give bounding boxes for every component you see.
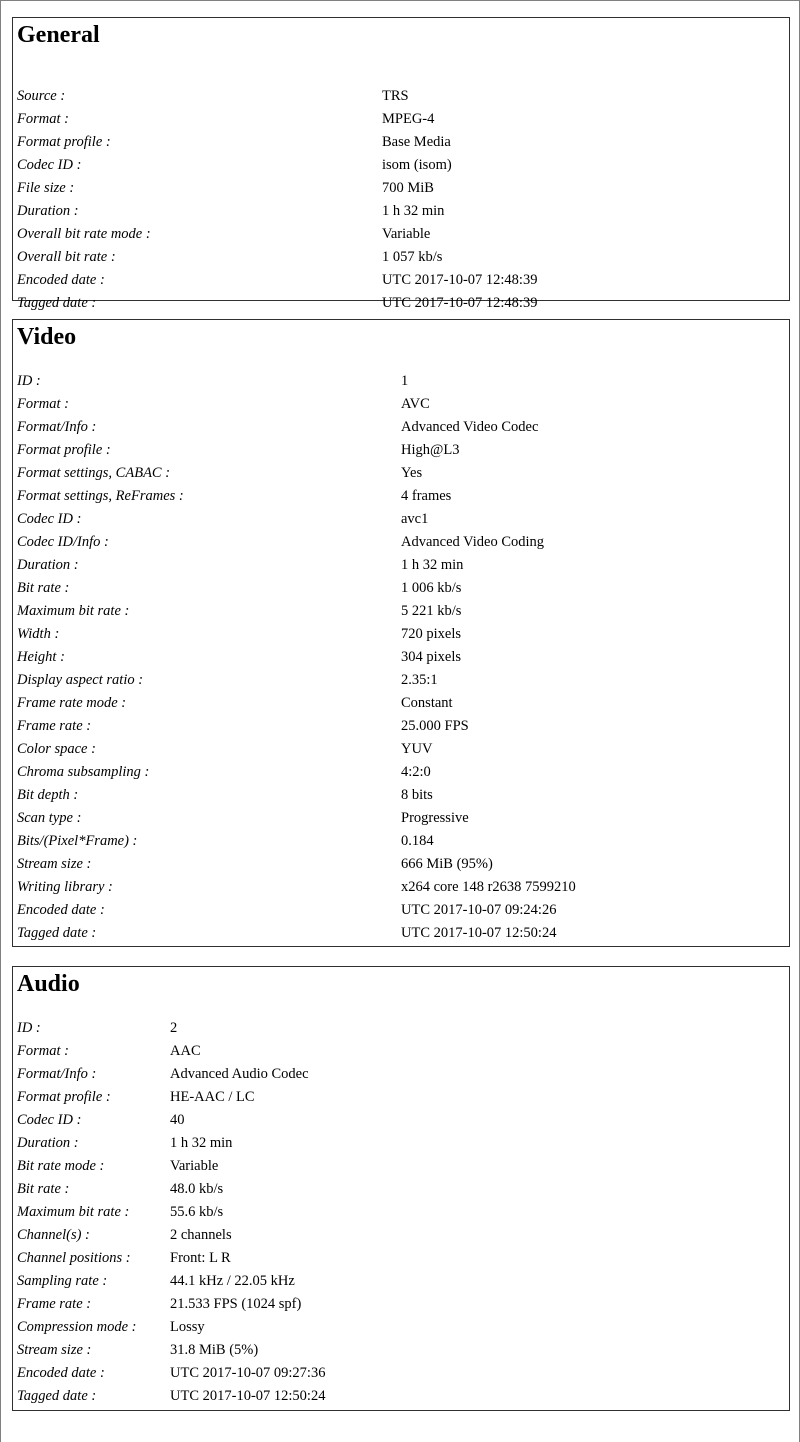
field-value: HE-AAC / LC bbox=[170, 1089, 255, 1105]
general-info-row bbox=[17, 224, 785, 247]
audio-info-row bbox=[17, 1340, 785, 1363]
audio-info-row bbox=[17, 1110, 785, 1133]
frame-top-border bbox=[0, 0, 800, 1]
field-value: Variable bbox=[170, 1158, 219, 1174]
field-label: Encoded date : bbox=[17, 272, 105, 288]
video-info-row bbox=[17, 670, 785, 693]
field-value: UTC 2017-10-07 12:50:24 bbox=[401, 925, 557, 941]
video-info-row bbox=[17, 900, 785, 923]
field-label: Bit depth : bbox=[17, 787, 79, 803]
field-value: 55.6 kb/s bbox=[170, 1204, 224, 1220]
video-info-row bbox=[17, 785, 785, 808]
field-label: File size : bbox=[17, 180, 75, 196]
field-label: Scan type : bbox=[17, 810, 82, 826]
field-label: Frame rate : bbox=[17, 1296, 92, 1312]
field-label: Codec ID/Info : bbox=[17, 534, 109, 550]
general-info-row bbox=[17, 178, 785, 201]
audio-info-row bbox=[17, 1133, 785, 1156]
field-value: 4:2:0 bbox=[401, 764, 431, 780]
field-value: High@L3 bbox=[401, 442, 460, 458]
audio-rows bbox=[17, 1018, 785, 1409]
field-value: 44.1 kHz / 22.05 kHz bbox=[170, 1273, 295, 1289]
field-label: Overall bit rate mode : bbox=[17, 226, 151, 242]
audio-info-row bbox=[17, 1041, 785, 1064]
video-info-row bbox=[17, 647, 785, 670]
field-value: TRS bbox=[382, 88, 409, 104]
field-value: 666 MiB (95%) bbox=[401, 856, 493, 872]
field-value: 1 h 32 min bbox=[382, 203, 445, 219]
video-info-row bbox=[17, 877, 785, 900]
field-value: 720 pixels bbox=[401, 626, 462, 642]
field-label: Stream size : bbox=[17, 1342, 92, 1358]
field-label: Encoded date : bbox=[17, 1365, 105, 1381]
field-label: Frame rate : bbox=[17, 718, 92, 734]
general-info-row bbox=[17, 247, 785, 270]
field-value: isom (isom) bbox=[382, 157, 452, 173]
field-value: 1 h 32 min bbox=[170, 1135, 233, 1151]
audio-info-row bbox=[17, 1386, 785, 1409]
video-info-row bbox=[17, 532, 785, 555]
field-value: Lossy bbox=[170, 1319, 205, 1335]
video-info-row bbox=[17, 555, 785, 578]
field-label: Source : bbox=[17, 88, 66, 104]
field-value: Advanced Video Coding bbox=[401, 534, 545, 550]
field-value: MPEG-4 bbox=[382, 111, 435, 127]
field-value: 2 channels bbox=[170, 1227, 232, 1243]
video-info-row bbox=[17, 509, 785, 532]
field-label: Format settings, CABAC : bbox=[17, 465, 171, 481]
field-label: Compression mode : bbox=[17, 1319, 137, 1335]
video-info-row bbox=[17, 463, 785, 486]
field-label: Maximum bit rate : bbox=[17, 603, 130, 619]
audio-info-row bbox=[17, 1363, 785, 1386]
video-info-row bbox=[17, 417, 785, 440]
field-value: 25.000 FPS bbox=[401, 718, 469, 734]
field-value: 1 057 kb/s bbox=[382, 249, 443, 265]
audio-info-row bbox=[17, 1179, 785, 1202]
field-value: 5 221 kb/s bbox=[401, 603, 462, 619]
field-label: Tagged date : bbox=[17, 925, 97, 941]
field-label: Sampling rate : bbox=[17, 1273, 108, 1289]
field-value: UTC 2017-10-07 09:27:36 bbox=[170, 1365, 326, 1381]
video-info-row bbox=[17, 486, 785, 509]
field-value: 304 pixels bbox=[401, 649, 462, 665]
field-value: Variable bbox=[382, 226, 431, 242]
general-info-row bbox=[17, 293, 785, 316]
field-value: Yes bbox=[401, 465, 423, 481]
field-label: Chroma subsampling : bbox=[17, 764, 150, 780]
general-info-row bbox=[17, 155, 785, 178]
general-rows bbox=[17, 86, 785, 316]
field-value: UTC 2017-10-07 09:24:26 bbox=[401, 902, 557, 918]
field-value: 31.8 MiB (5%) bbox=[170, 1342, 259, 1358]
video-info-row bbox=[17, 693, 785, 716]
audio-info-row bbox=[17, 1294, 785, 1317]
video-info-row bbox=[17, 854, 785, 877]
field-label: Format : bbox=[17, 396, 69, 412]
audio-info-row bbox=[17, 1064, 785, 1087]
audio-info-row bbox=[17, 1271, 785, 1294]
field-value: avc1 bbox=[401, 511, 429, 527]
field-label: Format profile : bbox=[17, 134, 111, 150]
video-section bbox=[12, 319, 790, 947]
field-label: Frame rate mode : bbox=[17, 695, 127, 711]
field-value: 21.533 FPS (1024 spf) bbox=[170, 1296, 302, 1312]
field-label: Writing library : bbox=[17, 879, 113, 895]
general-info-row bbox=[17, 201, 785, 224]
field-value: UTC 2017-10-07 12:48:39 bbox=[382, 272, 538, 288]
video-info-row bbox=[17, 371, 785, 394]
field-value: Advanced Video Codec bbox=[401, 419, 539, 435]
field-label: Codec ID : bbox=[17, 511, 82, 527]
field-label: Format settings, ReFrames : bbox=[17, 488, 184, 504]
video-info-row bbox=[17, 762, 785, 785]
field-label: Display aspect ratio : bbox=[17, 672, 144, 688]
field-label: Bit rate : bbox=[17, 580, 70, 596]
field-value: 40 bbox=[170, 1112, 185, 1128]
field-value: 2 bbox=[170, 1020, 178, 1036]
field-value: 4 frames bbox=[401, 488, 452, 504]
field-label: Codec ID : bbox=[17, 1112, 82, 1128]
video-rows bbox=[17, 371, 785, 946]
field-label: ID : bbox=[17, 1020, 41, 1036]
field-label: ID : bbox=[17, 373, 41, 389]
field-label: Duration : bbox=[17, 1135, 79, 1151]
field-label: Width : bbox=[17, 626, 60, 642]
field-value: 1 006 kb/s bbox=[401, 580, 462, 596]
audio-info-row bbox=[17, 1018, 785, 1041]
field-label: Color space : bbox=[17, 741, 96, 757]
field-label: Height : bbox=[17, 649, 65, 665]
field-value: 0.184 bbox=[401, 833, 434, 849]
field-label: Format : bbox=[17, 111, 69, 127]
field-label: Tagged date : bbox=[17, 1388, 97, 1404]
field-value: 700 MiB bbox=[382, 180, 434, 196]
field-value: 1 h 32 min bbox=[401, 557, 464, 573]
field-label: Format/Info : bbox=[17, 419, 97, 435]
video-info-row bbox=[17, 394, 785, 417]
field-label: Format/Info : bbox=[17, 1066, 97, 1082]
video-info-row bbox=[17, 739, 785, 762]
field-label: Encoded date : bbox=[17, 902, 105, 918]
field-label: Maximum bit rate : bbox=[17, 1204, 130, 1220]
field-value: Base Media bbox=[382, 134, 451, 150]
video-info-row bbox=[17, 831, 785, 854]
field-value: Front: L R bbox=[170, 1250, 231, 1266]
field-value: 1 bbox=[401, 373, 409, 389]
field-value: Progressive bbox=[401, 810, 469, 826]
field-label: Duration : bbox=[17, 557, 79, 573]
frame-left-border bbox=[0, 0, 1, 1442]
field-label: Duration : bbox=[17, 203, 79, 219]
field-label: Bit rate : bbox=[17, 1181, 70, 1197]
field-label: Channel positions : bbox=[17, 1250, 131, 1266]
video-info-row bbox=[17, 624, 785, 647]
field-label: Codec ID : bbox=[17, 157, 82, 173]
audio-info-row bbox=[17, 1225, 785, 1248]
audio-info-row bbox=[17, 1156, 785, 1179]
audio-info-row bbox=[17, 1087, 785, 1110]
video-section-title: Video bbox=[17, 324, 77, 350]
field-label: Bit rate mode : bbox=[17, 1158, 105, 1174]
field-label: Stream size : bbox=[17, 856, 92, 872]
general-info-row bbox=[17, 109, 785, 132]
video-info-row bbox=[17, 440, 785, 463]
field-label: Format profile : bbox=[17, 442, 111, 458]
field-label: Channel(s) : bbox=[17, 1227, 90, 1243]
field-value: UTC 2017-10-07 12:48:39 bbox=[382, 295, 538, 311]
field-value: x264 core 148 r2638 7599210 bbox=[401, 879, 576, 895]
video-info-row bbox=[17, 578, 785, 601]
video-info-row bbox=[17, 716, 785, 739]
field-value: 48.0 kb/s bbox=[170, 1181, 224, 1197]
field-value: Constant bbox=[401, 695, 453, 711]
general-section bbox=[12, 17, 790, 311]
audio-info-row bbox=[17, 1317, 785, 1340]
field-label: Format : bbox=[17, 1043, 69, 1059]
field-value: 2.35:1 bbox=[401, 672, 438, 688]
audio-section bbox=[12, 966, 790, 1411]
general-info-row bbox=[17, 132, 785, 155]
audio-info-row bbox=[17, 1248, 785, 1271]
video-info-row bbox=[17, 601, 785, 624]
general-info-row bbox=[17, 86, 785, 109]
field-value: AVC bbox=[401, 396, 430, 412]
general-info-row bbox=[17, 270, 785, 293]
field-value: AAC bbox=[170, 1043, 201, 1059]
video-info-row bbox=[17, 808, 785, 831]
field-value: Advanced Audio Codec bbox=[170, 1066, 309, 1082]
field-value: YUV bbox=[401, 741, 433, 757]
audio-info-row bbox=[17, 1202, 785, 1225]
general-section-title: General bbox=[17, 22, 100, 48]
video-info-row bbox=[17, 923, 785, 946]
field-value: UTC 2017-10-07 12:50:24 bbox=[170, 1388, 326, 1404]
field-label: Overall bit rate : bbox=[17, 249, 116, 265]
audio-section-title: Audio bbox=[17, 971, 80, 997]
field-label: Format profile : bbox=[17, 1089, 111, 1105]
field-value: 8 bits bbox=[401, 787, 433, 803]
field-label: Tagged date : bbox=[17, 295, 97, 311]
field-label: Bits/(Pixel*Frame) : bbox=[17, 833, 138, 849]
